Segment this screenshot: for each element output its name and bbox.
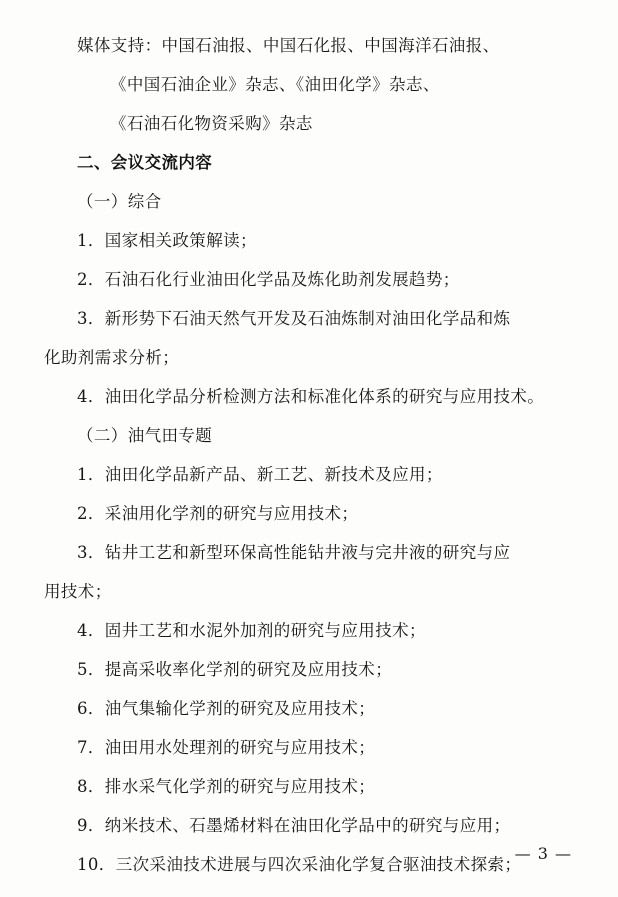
- list-item: 6．油气集输化学剂的研究及应用技术；: [77, 699, 376, 718]
- list-item-continuation: 用技术；: [44, 582, 112, 601]
- media-support-line-2: 《中国石油企业》杂志、《油田化学》杂志、: [110, 75, 440, 94]
- media-support-line-1: 媒体支持：中国石油报、中国石化报、中国海洋石油报、: [77, 36, 500, 55]
- list-item: 8．排水采气化学剂的研究与应用技术；: [77, 777, 376, 796]
- list-item: 10．三次采油技术进展与四次采油化学复合驱油技术探索；: [77, 855, 522, 874]
- media-support-line-3: 《石油石化物资采购》杂志: [110, 114, 313, 133]
- list-item: 5．提高采收率化学剂的研究及应用技术；: [77, 660, 393, 679]
- list-item: 3．钻井工艺和新型环保高性能钻井液与完井液的研究与应: [77, 543, 511, 562]
- list-item: 7．油田用水处理剂的研究与应用技术；: [77, 738, 376, 757]
- list-item: 1．油田化学品新产品、新工艺、新技术及应用；: [77, 465, 443, 484]
- subsection-title-2: （二）油气田专题: [77, 426, 213, 445]
- section-heading-2: 二、会议交流内容: [77, 153, 213, 172]
- list-item-continuation: 化助剂需求分析；: [44, 348, 180, 367]
- list-item: 1．国家相关政策解读；: [77, 231, 257, 250]
- subsection-title-1: （一）综合: [77, 192, 162, 211]
- list-item: 4．固井工艺和水泥外加剂的研究与应用技术；: [77, 621, 426, 640]
- list-item: 4．油田化学品分析检测方法和标准化体系的研究与应用技术。: [77, 387, 545, 406]
- list-item: 3．新形势下石油天然气开发及石油炼制对油田化学品和炼: [77, 309, 511, 328]
- page-number: — 3 —: [514, 844, 572, 863]
- list-item: 2．采油用化学剂的研究与应用技术；: [77, 504, 359, 523]
- list-item: 2．石油石化行业油田化学品及炼化助剂发展趋势；: [77, 270, 460, 289]
- list-item: 9．纳米技术、石墨烯材料在油田化学品中的研究与应用；: [77, 816, 511, 835]
